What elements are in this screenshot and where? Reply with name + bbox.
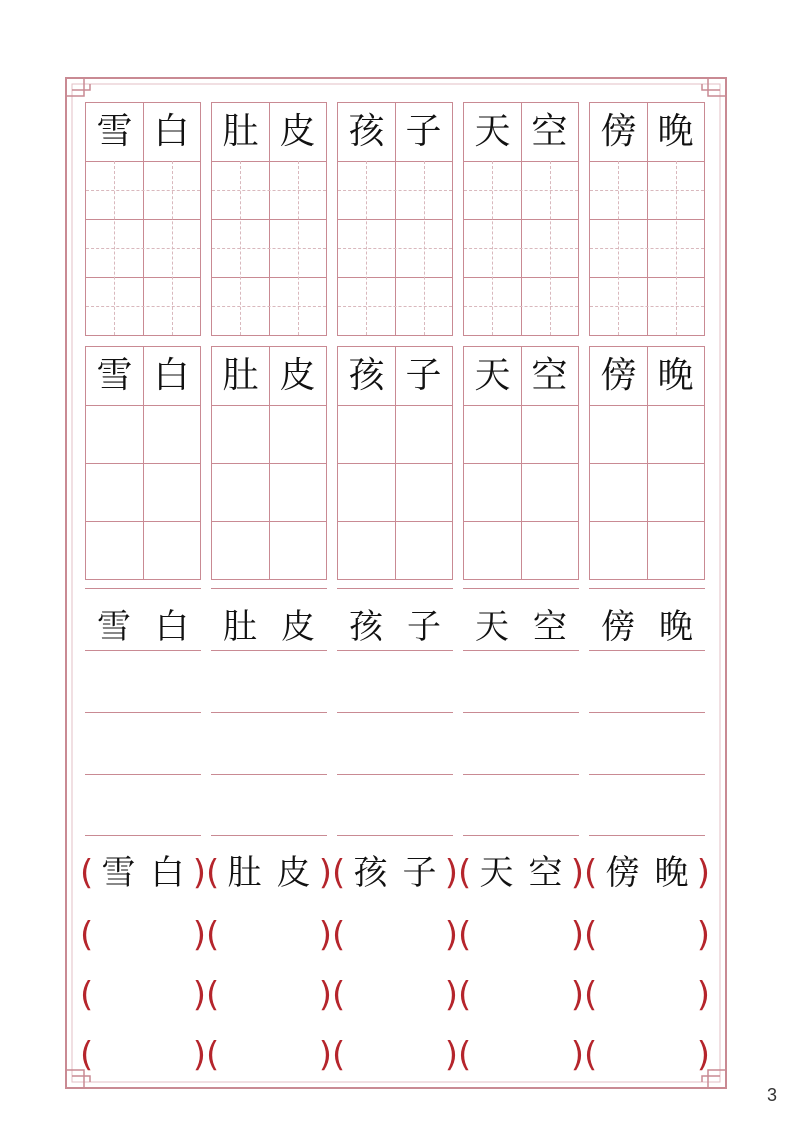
model-character: 孩 — [353, 853, 388, 893]
character-grid-block — [337, 102, 453, 336]
close-paren: ) — [444, 853, 458, 893]
grid-divider — [86, 405, 200, 406]
open-paren: ( — [584, 975, 598, 1015]
grid-divider — [338, 463, 452, 464]
model-character: 空 — [533, 606, 567, 647]
model-character: 孩 — [348, 355, 385, 396]
word-in-parens — [220, 853, 318, 893]
grid-guide — [212, 306, 326, 307]
open-paren: ( — [458, 1035, 472, 1075]
model-character: 肚 — [223, 606, 257, 647]
model-character: 天 — [474, 111, 511, 152]
grid-guide — [86, 306, 200, 307]
open-paren: ( — [80, 853, 94, 893]
close-paren: ) — [192, 915, 206, 955]
writing-line — [337, 712, 453, 713]
close-paren: ) — [696, 853, 710, 893]
model-character: 天 — [475, 606, 509, 647]
grid-divider — [86, 277, 200, 278]
character-grid-block — [211, 102, 327, 336]
writing-line — [463, 588, 579, 589]
close-paren: ) — [318, 1035, 332, 1075]
writing-line — [589, 835, 705, 836]
grid-divider — [590, 161, 704, 162]
paren-answer-slot — [80, 1034, 206, 1084]
model-character: 雪 — [97, 606, 131, 647]
writing-line — [85, 774, 201, 775]
grid-divider — [338, 277, 452, 278]
grid-guide — [338, 248, 452, 249]
model-character: 天 — [474, 355, 511, 396]
character-grid-block — [463, 346, 579, 580]
paren-answer-slot — [584, 1034, 710, 1084]
paren-answer-slot — [80, 914, 206, 964]
open-paren: ( — [584, 1035, 598, 1075]
grid-divider — [464, 405, 578, 406]
grid-divider — [86, 463, 200, 464]
open-paren: ( — [80, 975, 94, 1015]
paren-answer-slot — [332, 974, 458, 1024]
model-character: 白 — [153, 111, 190, 152]
paren-answer-slot — [206, 914, 332, 964]
writing-line — [463, 712, 579, 713]
model-character: 雪 — [96, 111, 133, 152]
grid-divider — [590, 277, 704, 278]
word-label — [463, 598, 579, 648]
open-paren: ( — [584, 853, 598, 893]
grid-divider — [590, 219, 704, 220]
grid-guide — [590, 306, 704, 307]
model-character: 子 — [405, 355, 442, 396]
writing-line — [85, 835, 201, 836]
model-character: 傍 — [605, 853, 640, 893]
model-character: 子 — [405, 111, 442, 152]
model-character: 子 — [402, 853, 437, 893]
model-character: 空 — [531, 355, 568, 396]
writing-line — [211, 712, 327, 713]
paren-answer-slot — [332, 1034, 458, 1084]
model-character: 晚 — [657, 111, 694, 152]
open-paren: ( — [206, 915, 220, 955]
word-in-parens — [472, 853, 570, 893]
character-grid-block — [589, 102, 705, 336]
close-paren: ) — [318, 915, 332, 955]
grid-guide — [338, 190, 452, 191]
paren-answer-slot — [80, 852, 206, 902]
paren-answer-slot — [332, 914, 458, 964]
word-in-parens — [94, 853, 192, 893]
grid-divider — [86, 161, 200, 162]
writing-line — [211, 774, 327, 775]
writing-line — [589, 650, 705, 651]
model-character: 肚 — [222, 111, 259, 152]
model-character: 肚 — [222, 355, 259, 396]
close-paren: ) — [696, 915, 710, 955]
paren-answer-slot — [206, 1034, 332, 1084]
paren-answer-slot — [584, 852, 710, 902]
close-paren: ) — [444, 1035, 458, 1075]
character-grid-block — [589, 346, 705, 580]
paren-answer-slot — [458, 914, 584, 964]
model-character: 傍 — [600, 111, 637, 152]
word-label — [337, 598, 453, 648]
grid-divider — [590, 405, 704, 406]
grid-divider — [464, 463, 578, 464]
grid-divider — [212, 277, 326, 278]
close-paren: ) — [444, 915, 458, 955]
writing-line — [211, 835, 327, 836]
writing-line — [85, 588, 201, 589]
character-grid-block — [211, 346, 327, 580]
paren-answer-slot — [206, 974, 332, 1024]
grid-guide — [464, 248, 578, 249]
model-character: 皮 — [279, 111, 316, 152]
model-character: 雪 — [96, 355, 133, 396]
close-paren: ) — [444, 975, 458, 1015]
grid-divider — [464, 219, 578, 220]
writing-line — [463, 774, 579, 775]
open-paren: ( — [458, 915, 472, 955]
writing-line — [85, 650, 201, 651]
grid-divider — [464, 277, 578, 278]
grid-divider — [86, 521, 200, 522]
close-paren: ) — [318, 853, 332, 893]
grid-guide — [86, 190, 200, 191]
open-paren: ( — [206, 853, 220, 893]
open-paren: ( — [80, 915, 94, 955]
model-character: 天 — [479, 853, 514, 893]
writing-line — [463, 650, 579, 651]
writing-line — [463, 835, 579, 836]
character-grid-block — [85, 102, 201, 336]
grid-divider — [338, 161, 452, 162]
close-paren: ) — [192, 1035, 206, 1075]
model-character: 白 — [155, 606, 189, 647]
open-paren: ( — [80, 1035, 94, 1075]
paren-answer-slot — [458, 974, 584, 1024]
model-character: 孩 — [349, 606, 383, 647]
character-grid-block — [337, 346, 453, 580]
paren-answer-slot — [80, 974, 206, 1024]
grid-divider — [338, 521, 452, 522]
paren-answer-slot — [458, 852, 584, 902]
model-character: 空 — [528, 853, 563, 893]
model-character: 晚 — [654, 853, 689, 893]
grid-divider — [212, 463, 326, 464]
writing-line — [211, 650, 327, 651]
paren-answer-slot — [584, 974, 710, 1024]
model-character: 空 — [531, 111, 568, 152]
paren-answer-slot — [458, 1034, 584, 1084]
writing-line — [589, 712, 705, 713]
page-number: 3 — [766, 1085, 777, 1105]
open-paren: ( — [584, 915, 598, 955]
writing-line — [337, 650, 453, 651]
grid-guide — [86, 248, 200, 249]
writing-line — [337, 774, 453, 775]
model-character: 肚 — [227, 853, 262, 893]
writing-line — [337, 835, 453, 836]
open-paren: ( — [206, 975, 220, 1015]
model-character: 雪 — [101, 853, 136, 893]
close-paren: ) — [318, 975, 332, 1015]
model-character: 晚 — [657, 355, 694, 396]
word-label — [85, 598, 201, 648]
close-paren: ) — [570, 975, 584, 1015]
model-character: 皮 — [281, 606, 315, 647]
character-grid-block — [463, 102, 579, 336]
paren-answer-slot — [584, 914, 710, 964]
close-paren: ) — [696, 1035, 710, 1075]
model-character: 白 — [150, 853, 185, 893]
open-paren: ( — [206, 1035, 220, 1075]
open-paren: ( — [458, 975, 472, 1015]
writing-line — [85, 712, 201, 713]
model-character: 白 — [153, 355, 190, 396]
grid-divider — [338, 405, 452, 406]
grid-guide — [464, 306, 578, 307]
close-paren: ) — [570, 1035, 584, 1075]
grid-divider — [212, 219, 326, 220]
writing-line — [589, 588, 705, 589]
word-in-parens — [598, 853, 696, 893]
model-character: 皮 — [276, 853, 311, 893]
close-paren: ) — [570, 915, 584, 955]
grid-guide — [212, 248, 326, 249]
grid-divider — [590, 521, 704, 522]
word-in-parens — [346, 853, 444, 893]
paren-answer-slot — [206, 852, 332, 902]
grid-divider — [464, 521, 578, 522]
open-paren: ( — [332, 853, 346, 893]
grid-divider — [212, 405, 326, 406]
grid-divider — [212, 161, 326, 162]
model-character: 傍 — [601, 606, 635, 647]
close-paren: ) — [570, 853, 584, 893]
model-character: 傍 — [600, 355, 637, 396]
grid-divider — [86, 219, 200, 220]
grid-guide — [590, 190, 704, 191]
open-paren: ( — [332, 1035, 346, 1075]
grid-divider — [338, 219, 452, 220]
grid-divider — [590, 463, 704, 464]
model-character: 子 — [407, 606, 441, 647]
word-label — [589, 598, 705, 648]
word-label — [211, 598, 327, 648]
model-character: 皮 — [279, 355, 316, 396]
grid-guide — [590, 248, 704, 249]
close-paren: ) — [192, 975, 206, 1015]
writing-line — [211, 588, 327, 589]
open-paren: ( — [458, 853, 472, 893]
close-paren: ) — [192, 853, 206, 893]
grid-guide — [212, 190, 326, 191]
model-character: 孩 — [348, 111, 385, 152]
writing-line — [337, 588, 453, 589]
grid-divider — [464, 161, 578, 162]
writing-line — [589, 774, 705, 775]
model-character: 晚 — [659, 606, 693, 647]
open-paren: ( — [332, 975, 346, 1015]
grid-guide — [338, 306, 452, 307]
open-paren: ( — [332, 915, 346, 955]
close-paren: ) — [696, 975, 710, 1015]
character-grid-block — [85, 346, 201, 580]
paren-answer-slot — [332, 852, 458, 902]
grid-divider — [212, 521, 326, 522]
grid-guide — [464, 190, 578, 191]
